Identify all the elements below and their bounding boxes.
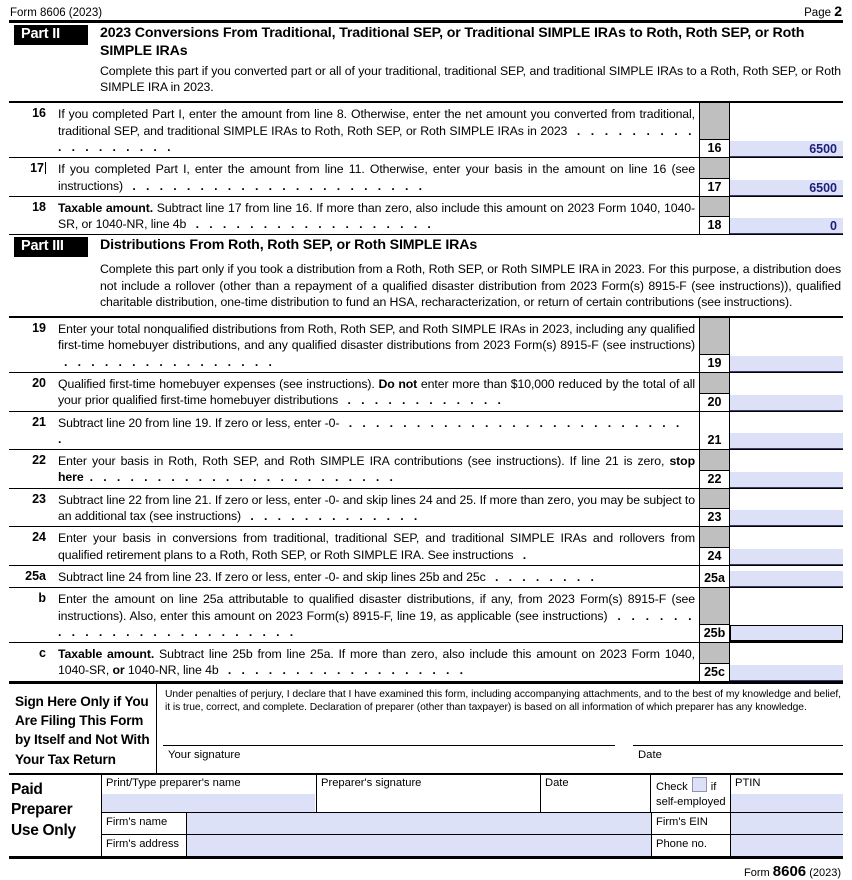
- line-number-box-21: [700, 412, 730, 450]
- line-number-box-16: [700, 103, 730, 157]
- amount-cell-25a: [730, 566, 843, 587]
- line-text-25b: [51, 588, 700, 642]
- amount-input-23[interactable]: [730, 510, 843, 526]
- line-text-22: [51, 450, 700, 488]
- line-text-25c-body: Subtract line 25b from line 25a. If more than zero, also include this amount on 2023 Form 1040, 1040-SR,: [58, 647, 695, 678]
- perjury-statement: Under penalties of perjury, I declare that I have examined this form, including accompanying attachments, and to the best of my knowledge and belief, it is true, correct, and complete. Declaration of preparer (other than taxpayer) is based on all information of which preparer has any knowledge.: [165, 688, 841, 713]
- amount-cell-25b: [730, 588, 843, 642]
- part2-note: Complete this part if you converted part or all of your traditional, traditional SEP, and traditional SIMPLE IRAs to a Roth, Roth SEP, or Roth SIMPLE IRA in 2023.: [100, 64, 841, 95]
- line-row-22: [9, 450, 843, 489]
- preparer-name-input[interactable]: [102, 794, 315, 812]
- leader-dots: . . . . . . . . . . . . . . . . . .: [58, 123, 695, 154]
- line-number-23: 23: [32, 491, 46, 506]
- amount-cell-16: [730, 103, 843, 157]
- line-text-20-body: Qualified first-time homebuyer expenses (see instructions).: [58, 376, 379, 391]
- line-text-25c: [51, 643, 700, 681]
- preparer-row-2: [102, 813, 843, 835]
- signature-date-field[interactable]: [633, 745, 843, 773]
- leader-dots: . . . . . . . .: [495, 569, 598, 584]
- part3-title: Distributions From Roth, Roth SEP, or Roth SIMPLE IRAs: [100, 237, 478, 254]
- leader-dots: .: [522, 547, 530, 562]
- line-row-24: [9, 527, 843, 566]
- line-text-23-body: Subtract line 22 from line 21. If zero or less, enter -0- and skip lines 24 and 25. If more than zero, you may be subject to an additional tax (see instructions): [58, 492, 695, 524]
- footer-form-word: Form: [744, 866, 770, 879]
- amount-cell-18: [730, 197, 843, 235]
- your-signature-field[interactable]: [163, 745, 615, 773]
- line-text-18-body: Subtract line 17 from line 16. If more than zero, also include this amount on 2023 Form 1040, 1040-SR, or 1040-NR, line 4b: [58, 200, 695, 232]
- line-number-25b: b: [38, 591, 46, 606]
- line-text-25a-body: Subtract line 24 from line 23. If zero or less, enter -0- and skip lines 25b and 25c: [58, 569, 490, 584]
- line-text-22-emph: stop here: [58, 454, 695, 485]
- phone-no-input[interactable]: [731, 835, 843, 856]
- line-number-25c: c: [39, 646, 46, 661]
- firm-ein-label: Firm's EIN: [651, 813, 731, 834]
- part3-tag: Part III: [14, 237, 88, 257]
- footer-form-number: 8606: [772, 862, 807, 880]
- leader-dots: . . . . . . . . . . . . . . . . . . . . . . . . . .: [58, 415, 683, 446]
- footer-form-year: (2023): [809, 866, 841, 879]
- amount-cell-23: [730, 489, 843, 527]
- line-text-23: [51, 489, 700, 527]
- leader-dots: . . . . . . . . . . . . . . . . . . . . . .: [132, 178, 426, 193]
- amount-cell-21: [730, 412, 843, 450]
- preparer-date-label: Date: [545, 776, 569, 789]
- page-footer: [9, 859, 843, 880]
- line-number-box-25b: [700, 588, 730, 642]
- leader-dots: . . . . . . . . . . . . . . . . . .: [227, 663, 467, 678]
- leader-dots: . . . . . . . . . . . . . . . . . . . . . . . .: [58, 608, 696, 639]
- firm-name-label: Firm's name: [102, 813, 187, 834]
- sign-here-body: [157, 684, 843, 773]
- line-text-24: [51, 527, 700, 565]
- self-employed-label: self-employed: [656, 795, 726, 808]
- line-number-25a: 25a: [25, 568, 46, 583]
- line-number-box-20: [700, 373, 730, 411]
- line-number-box-22: [700, 450, 730, 488]
- amount-cell-19: [730, 318, 843, 372]
- line-number-18: 18: [32, 199, 46, 214]
- line-text-25c-lead: Taxable amount.: [58, 647, 155, 662]
- amount-input-22[interactable]: [730, 472, 843, 488]
- amount-cell-25c: [730, 643, 843, 681]
- amount-input-21[interactable]: [730, 433, 843, 449]
- amount-input-25a[interactable]: [730, 571, 843, 587]
- line-number-box-18: [700, 197, 730, 235]
- preparer-date-cell[interactable]: [541, 775, 651, 812]
- line-text-25c-emph: or: [112, 663, 125, 678]
- line-number-box-label-20: 20: [700, 393, 729, 411]
- ptin-cell[interactable]: [731, 775, 843, 812]
- line-text-21: [51, 412, 700, 450]
- line-number-24: 24: [32, 530, 46, 545]
- line-text-21-body: Subtract line 20 from line 19. If zero or less, enter -0-: [58, 415, 343, 430]
- line-text-25b-body: Enter the amount on line 25a attributable to qualified disaster distributions, if any, from 2023 Form(s) 8915-F (see instructions). Also, enter this amount on 2023 Form(s) 8915-F, line 19, as applicable (see instructions): [58, 592, 695, 623]
- line-text-17: [51, 158, 700, 196]
- line-number-box-label-16: 16: [700, 139, 729, 157]
- line-text-25c-body2: 1040-NR, line 4b: [124, 663, 222, 678]
- line-number-box-label-22: 22: [700, 470, 729, 488]
- line-text-16: [51, 103, 700, 157]
- line-number-box-19: [700, 318, 730, 372]
- amount-cell-20: [730, 373, 843, 411]
- amount-input-17[interactable]: 6500: [730, 180, 843, 196]
- line-number-box-label-18: 18: [700, 216, 729, 234]
- firm-ein-input[interactable]: [731, 813, 843, 834]
- leader-dots: . . . . . . . . . . . . . . . . . . . . . . .: [89, 470, 397, 485]
- line-number-box-17: [700, 158, 730, 196]
- line-number-22: 22: [32, 453, 46, 468]
- line-number-box-label-17: 17: [700, 178, 729, 196]
- check-word-label: Check: [656, 780, 688, 793]
- line-number-21: 21: [32, 414, 46, 429]
- line-row-17: [9, 158, 843, 197]
- text-caret: [45, 162, 46, 174]
- line-text-24-body: Enter your basis in conversions from traditional, traditional SEP, and traditional SIMPLE IRAs and rollovers from qualified retirement plans to a Roth, Roth SEP, or Roth SIMPLE IRA. See instructions: [58, 531, 695, 562]
- amount-input-24[interactable]: [730, 549, 843, 565]
- paid-preparer-block: [9, 775, 843, 859]
- preparer-row-3: [102, 835, 843, 856]
- amount-cell-22: [730, 450, 843, 488]
- line-text-20-emph: Do not: [378, 376, 418, 391]
- preparer-signature-label: Preparer's signature: [321, 776, 422, 789]
- ptin-input[interactable]: [731, 794, 843, 812]
- line-row-19: [9, 318, 843, 373]
- page-header: [9, 0, 843, 20]
- page-number: 2: [834, 3, 842, 19]
- page-word: Page: [804, 7, 831, 19]
- self-employed-checkbox[interactable]: [692, 777, 707, 792]
- amount-input-18[interactable]: 0: [730, 218, 843, 234]
- check-if-label: if: [710, 780, 717, 793]
- line-number-box-label-21: 21: [700, 432, 729, 449]
- firm-address-label: Firm's address: [102, 835, 187, 856]
- leader-dots: . . . . . . . . . . . . .: [250, 509, 421, 524]
- amount-cell-17: [730, 158, 843, 196]
- line-row-18: [9, 197, 843, 236]
- part2-title: 2023 Conversions From Traditional, Traditional SEP, or Traditional SIMPLE IRAs to Roth, Roth SEP, or Roth SIMPLE IRAs: [100, 25, 805, 59]
- self-employed-check-cell[interactable]: [651, 775, 731, 812]
- line-number-16: 16: [32, 106, 46, 121]
- phone-no-label: Phone no.: [651, 835, 731, 856]
- line-number-box-25a: [700, 566, 730, 587]
- line-text-19: [51, 318, 700, 372]
- line-row-20: [9, 373, 843, 412]
- amount-input-19[interactable]: [730, 356, 843, 372]
- line-number-box-label-19: 19: [700, 354, 729, 372]
- line-text-20: [51, 373, 700, 411]
- line-number-box-label-25c: 25c: [700, 663, 729, 681]
- line-number-box-label-24: 24: [700, 547, 729, 565]
- amount-input-25c[interactable]: [730, 665, 843, 681]
- line-row-25b: [9, 588, 843, 643]
- line-row-16: [9, 103, 843, 158]
- line-text-25a: [51, 566, 700, 587]
- your-signature-label: Your signature: [168, 748, 241, 761]
- line-row-25c: [9, 643, 843, 682]
- line-number-box-label-25a: 25a: [700, 570, 729, 587]
- line-number-box-label-25b: 25b: [700, 624, 729, 642]
- line-number-19: 19: [32, 321, 46, 336]
- line-text-17-body: If you completed Part I, enter the amount from line 11. Otherwise, enter your basis in the amount on line 16 (see instructions): [58, 162, 695, 193]
- line-number-box-24: [700, 527, 730, 565]
- line-number-box-23: [700, 489, 730, 527]
- form-id-label: Form 8606 (2023): [10, 7, 103, 19]
- line-text-18-lead: Taxable amount.: [58, 200, 154, 215]
- line-number-17: 17: [30, 161, 44, 176]
- line-text-16-body: If you completed Part I, enter the amount from line 8. Otherwise, enter the net amount you converted from traditional, traditional SEP, and traditional SIMPLE IRAs to Roth, Roth SEP, or Roth SIMPLE IRAs in 2023: [58, 107, 695, 138]
- sign-here-block: [9, 684, 843, 775]
- line-number-box-25c: [700, 643, 730, 681]
- paid-preparer-heading: Paid Preparer Use Only: [11, 780, 76, 839]
- amount-input-25b[interactable]: [730, 625, 843, 642]
- preparer-name-label: Print/Type preparer's name: [106, 776, 241, 789]
- firm-name-input[interactable]: [187, 813, 651, 834]
- line-row-23: [9, 489, 843, 528]
- preparer-row-1: [102, 775, 843, 813]
- line-number-box-label-23: 23: [700, 508, 729, 526]
- line-text-19-body: Enter your total nonqualified distributions from Roth, Roth SEP, and Roth SIMPLE IRAs in 2023, including any qualified first-time homebuyer distributions, and any qualified disaster distributions from 2023 Form(s) 8915-F (see instructions): [58, 322, 695, 353]
- sign-here-heading: Sign Here Only if You Are Filing This Form by Itself and Not With Your Tax Return: [9, 684, 157, 773]
- line-row-25a: [9, 566, 843, 588]
- preparer-signature-cell[interactable]: [317, 775, 541, 812]
- line-row-21: [9, 412, 843, 451]
- firm-address-input[interactable]: [187, 835, 651, 856]
- leader-dots: . . . . . . . . . . . . . . . . . .: [195, 217, 435, 232]
- leader-dots: . . . . . . . . . . . .: [347, 393, 505, 408]
- signature-date-label: Date: [638, 748, 662, 761]
- line-number-20: 20: [32, 375, 46, 390]
- part2-tag: Part II: [14, 25, 88, 45]
- amount-input-16[interactable]: 6500: [730, 141, 843, 157]
- leader-dots: . . . . . . . . . . . . . . . .: [64, 354, 276, 369]
- line-text-22-body: Enter your basis in Roth, Roth SEP, and Roth SIMPLE IRA contributions (see instructions). If line 21 is zero,: [58, 454, 670, 469]
- part3-header: [9, 235, 843, 257]
- preparer-name-cell[interactable]: [102, 775, 317, 812]
- amount-input-20[interactable]: [730, 395, 843, 411]
- page-number-label: [804, 3, 842, 19]
- paid-preparer-grid: [101, 775, 843, 856]
- line-text-20-body2: enter more than $10,000 reduced by the total of all your prior qualified first-time homebuyer distributions: [58, 376, 696, 408]
- line-text-18: [51, 197, 700, 235]
- part3-note: Complete this part only if you took a distribution from a Roth, Roth SEP, or Roth SIMPLE IRA in 2023. For this purpose, a distribution does not include a rollover (other than a repayment of a qualified disaster distribution from 2023 Form(s) 8915-F (see instructions)), qualified charitable distribution, one-time distribution to fund an HSA, recharacterization, or return of certain contributions (see instructions).: [100, 262, 841, 309]
- signature-row: [163, 745, 843, 773]
- ptin-label: PTIN: [735, 776, 761, 789]
- amount-cell-24: [730, 527, 843, 565]
- part2-header: [9, 23, 843, 60]
